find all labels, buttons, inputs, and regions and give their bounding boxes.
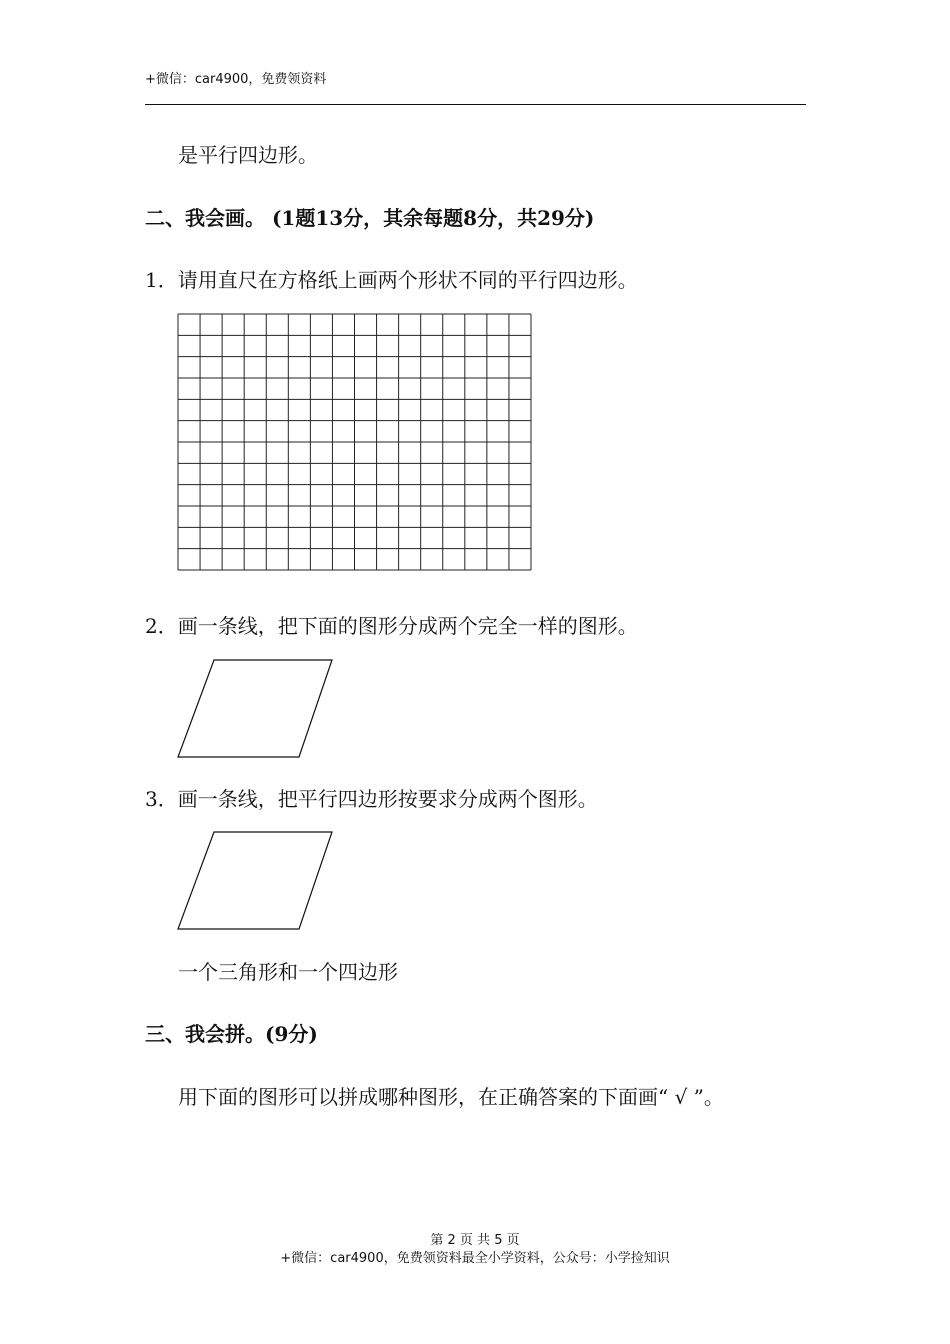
header-note: +微信：car4900，免费领资料	[145, 72, 327, 87]
question-3-text: 画一条线，把平行四边形按要求分成两个图形。	[177, 787, 598, 811]
header-divider	[145, 104, 806, 105]
footer-note: +微信：car4900，免费领资料最全小学资料，公众号：小学捡知识	[280, 1251, 670, 1266]
question-3-number: 3．	[145, 787, 178, 811]
grid-paper	[177, 313, 533, 572]
question-2-text: 画一条线，把下面的图形分成两个完全一样的图形。	[177, 614, 638, 638]
parallelogram-shape-2	[178, 660, 332, 757]
continuation-text: 是平行四边形。	[178, 143, 318, 167]
question-2	[145, 610, 638, 639]
parallelogram-figure-3	[175, 830, 335, 932]
question-3-requirement: 一个三角形和一个四边形	[178, 960, 398, 984]
parallelogram-figure-2	[175, 658, 335, 760]
parallelogram-shape-3	[178, 832, 332, 929]
section-3-instruction: 用下面的图形可以拼成哪种图形，在正确答案的下面画“ √ ”。	[178, 1085, 724, 1109]
section-3-title: 三、我会拼。(9分)	[145, 1022, 318, 1046]
page-number: 第 2 页 共 5 页	[430, 1233, 520, 1248]
question-3	[145, 783, 598, 812]
section-2-title: 二、我会画。 (1题13分，其余每题8分，共29分)	[145, 206, 595, 230]
question-1	[145, 264, 638, 293]
question-1-number: 1．	[145, 268, 178, 292]
question-2-number: 2．	[145, 614, 178, 638]
question-1-text: 请用直尺在方格纸上画两个形状不同的平行四边形。	[177, 268, 638, 292]
